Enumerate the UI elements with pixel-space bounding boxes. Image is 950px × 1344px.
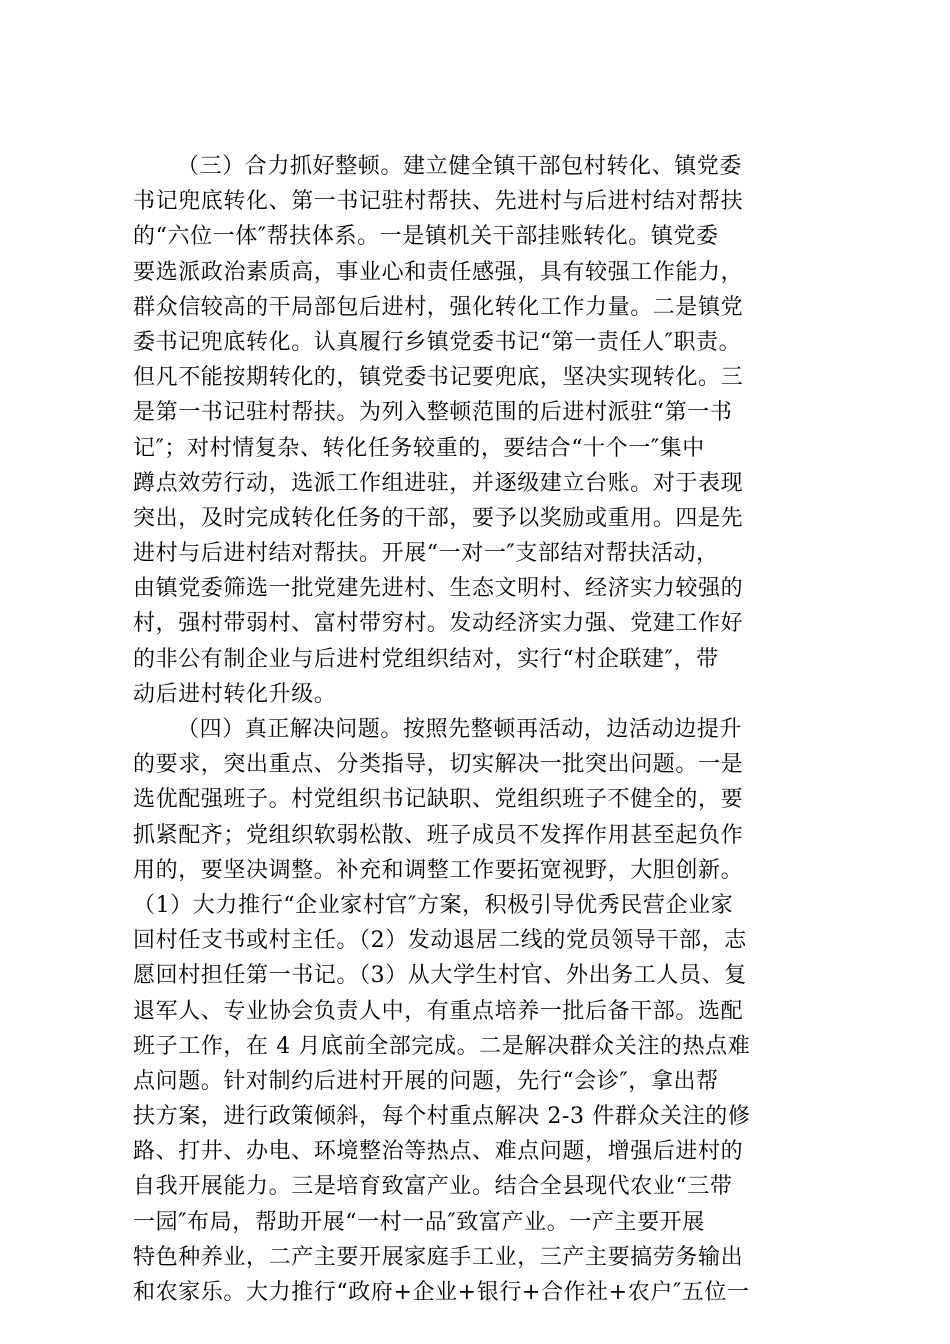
- text-line: 自我开展能力。三是培育致富产业。结合全县现代农业“三带: [133, 1174, 733, 1200]
- text-line: （1）大力推行“企业家村官″方案，积极引导优秀民营企业家: [133, 892, 734, 918]
- text-line: 进村与后进村结对帮扶。开展“一对一″支部结对帮扶活动，: [133, 541, 719, 567]
- text-line: 路、打井、办电、环境整治等热点、难点问题，增强后进村的: [133, 1139, 744, 1165]
- text-line: 点问题。针对制约后进村开展的问题，先行“会诊″，拿出帮: [133, 1068, 719, 1094]
- text-line: 书记兜底转化、第一书记驻村帮扶、先进村与后进村结对帮扶: [133, 189, 744, 215]
- text-line: 要选派政治素质高，事业心和责任感强，具有较强工作能力，: [133, 259, 744, 285]
- text-line: 选优配强班子。村党组织书记缺职、党组织班子不健全的，要: [133, 787, 744, 813]
- text-line: 但凡不能按期转化的，镇党委书记要兜底，坚决实现转化。三: [133, 365, 744, 391]
- text-line: 的要求，突出重点、分类指导，切实解决一批突出问题。一是: [133, 752, 744, 778]
- text-line: 村，强村带弱村、富村带穷村。发动经济实力强、党建工作好: [133, 611, 744, 637]
- text-line: 和农家乐。大力推行“政府+企业+银行+合作社+农户″五位一: [133, 1280, 750, 1305]
- text-line: 委书记兜底转化。认真履行乡镇党委书记“第一责任人″职责。: [133, 329, 742, 355]
- text-line: 记″；对村情复杂、转化任务较重的，要结合“十个一″集中: [133, 435, 705, 461]
- text-line: 突出，及时完成转化任务的干部，要予以奖励或重用。四是先: [133, 505, 744, 531]
- text-line: 动后进村转化升级。: [133, 681, 337, 707]
- text-line: 蹲点效劳行动，选派工作组进驻，并逐级建立台账。对于表现: [133, 470, 744, 496]
- text-line: 的“六位一体″帮扶体系。一是镇机关干部挂账转化。镇党委: [133, 224, 719, 250]
- text-line: （四）真正解决问题。按照先整顿再活动，边活动边提升: [177, 717, 743, 742]
- text-line: 群众信较高的干局部包后进村，强化转化工作力量。二是镇党: [133, 294, 744, 320]
- text-line: 回村任支书或村主任。（2）发动退居二线的党员领导干部，志: [133, 928, 747, 954]
- text-line: 扶方案，进行政策倾斜，每个村重点解决 2-3 件群众关注的修: [133, 1104, 751, 1130]
- text-line: 一园″布局，帮助开展“一村一品″致富产业。一产主要开展: [133, 1209, 705, 1235]
- document-body: [133, 149, 823, 1310]
- text-line: 特色种养业，二产主要开展家庭手工业，三产主要搞劳务输出: [133, 1244, 744, 1270]
- text-line: 由镇党委筛选一批党建先进村、生态文明村、经济实力较强的: [133, 576, 744, 602]
- text-line: 退军人、专业协会负责人中，有重点培养一批后备干部。选配: [133, 998, 744, 1024]
- text-line: 的非公有制企业与后进村党组织结对，实行“村企联建″，带: [133, 646, 719, 672]
- text-line: （三）合力抓好整顿。建立健全镇干部包村转化、镇党委: [177, 154, 743, 179]
- text-line: 用的，要坚决调整。补充和调整工作要拓宽视野，大胆创新。: [133, 857, 744, 883]
- text-line: 抓紧配齐；党组织软弱松散、班子成员不发挥作用甚至起负作: [133, 822, 744, 848]
- text-line: 愿回村担任第一书记。（3）从大学生村官、外出务工人员、复: [133, 963, 747, 989]
- text-line: 班子工作，在 4 月底前全部完成。二是解决群众关注的热点难: [133, 1033, 751, 1059]
- text-line: 是第一书记驻村帮扶。为列入整顿范围的后进村派驻“第一书: [133, 400, 733, 426]
